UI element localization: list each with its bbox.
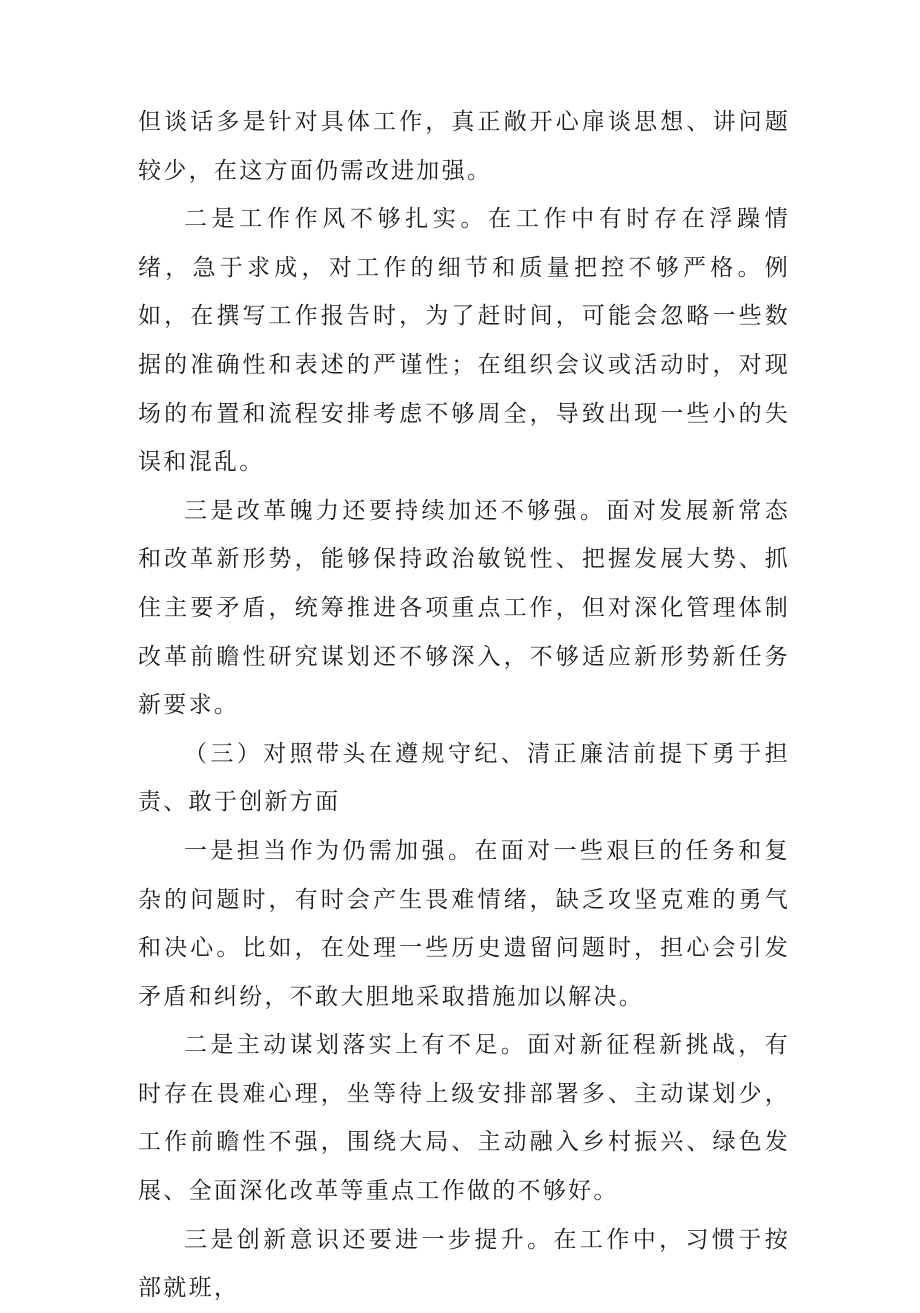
section-heading-three: （三）对照带头在遵规守纪、清正廉洁前提下勇于担责、敢于创新方面	[138, 740, 790, 816]
paragraph-innovation: 三是创新意识还要进一步提升。在工作中，习惯于按部就班，	[138, 1226, 790, 1302]
paragraph-planning: 二是主动谋划落实上有不足。面对新征程新挑战，有时存在畏难心理，坐等待上级安排部署多、主动谋划少，工作前瞻性不强，围绕大局、主动融入乡村振兴、绿色发展、全面深化改革等重点工作做的不够好。	[138, 1032, 790, 1205]
paragraph-reform-courage: 三是改革魄力还要持续加还不够强。面对发展新常态和改革新形势，能够保持政治敏锐性、把握发展大势、抓住主要矛盾，统筹推进各项重点工作，但对深化管理体制改革前瞻性研究谋划还不够深入，不够适应新形势新任务新要求。	[138, 497, 790, 719]
document-body	[138, 98, 790, 1313]
paragraph-continuation: 但谈话多是针对具体工作，真正敞开心扉谈思想、讲问题较少，在这方面仍需改进加强。	[138, 109, 790, 184]
paragraph-work-style: 二是工作作风不够扎实。在工作中有时存在浮躁情绪，急于求成，对工作的细节和质量把控不够严格。例如，在撰写工作报告时，为了赶时间，可能会忽略一些数据的准确性和表述的严谨性；在组织会议或活动时，对现场的布置和流程安排考虑不够周全，导致出现一些小的失误和混乱。	[138, 206, 790, 476]
paragraph-responsibility: 一是担当作为仍需加强。在面对一些艰巨的任务和复杂的问题时，有时会产生畏难情绪，缺乏攻坚克难的勇气和决心。比如，在处理一些历史遗留问题时，担心会引发矛盾和纠纷，不敢大胆地采取措施加以解决。	[138, 837, 790, 1010]
